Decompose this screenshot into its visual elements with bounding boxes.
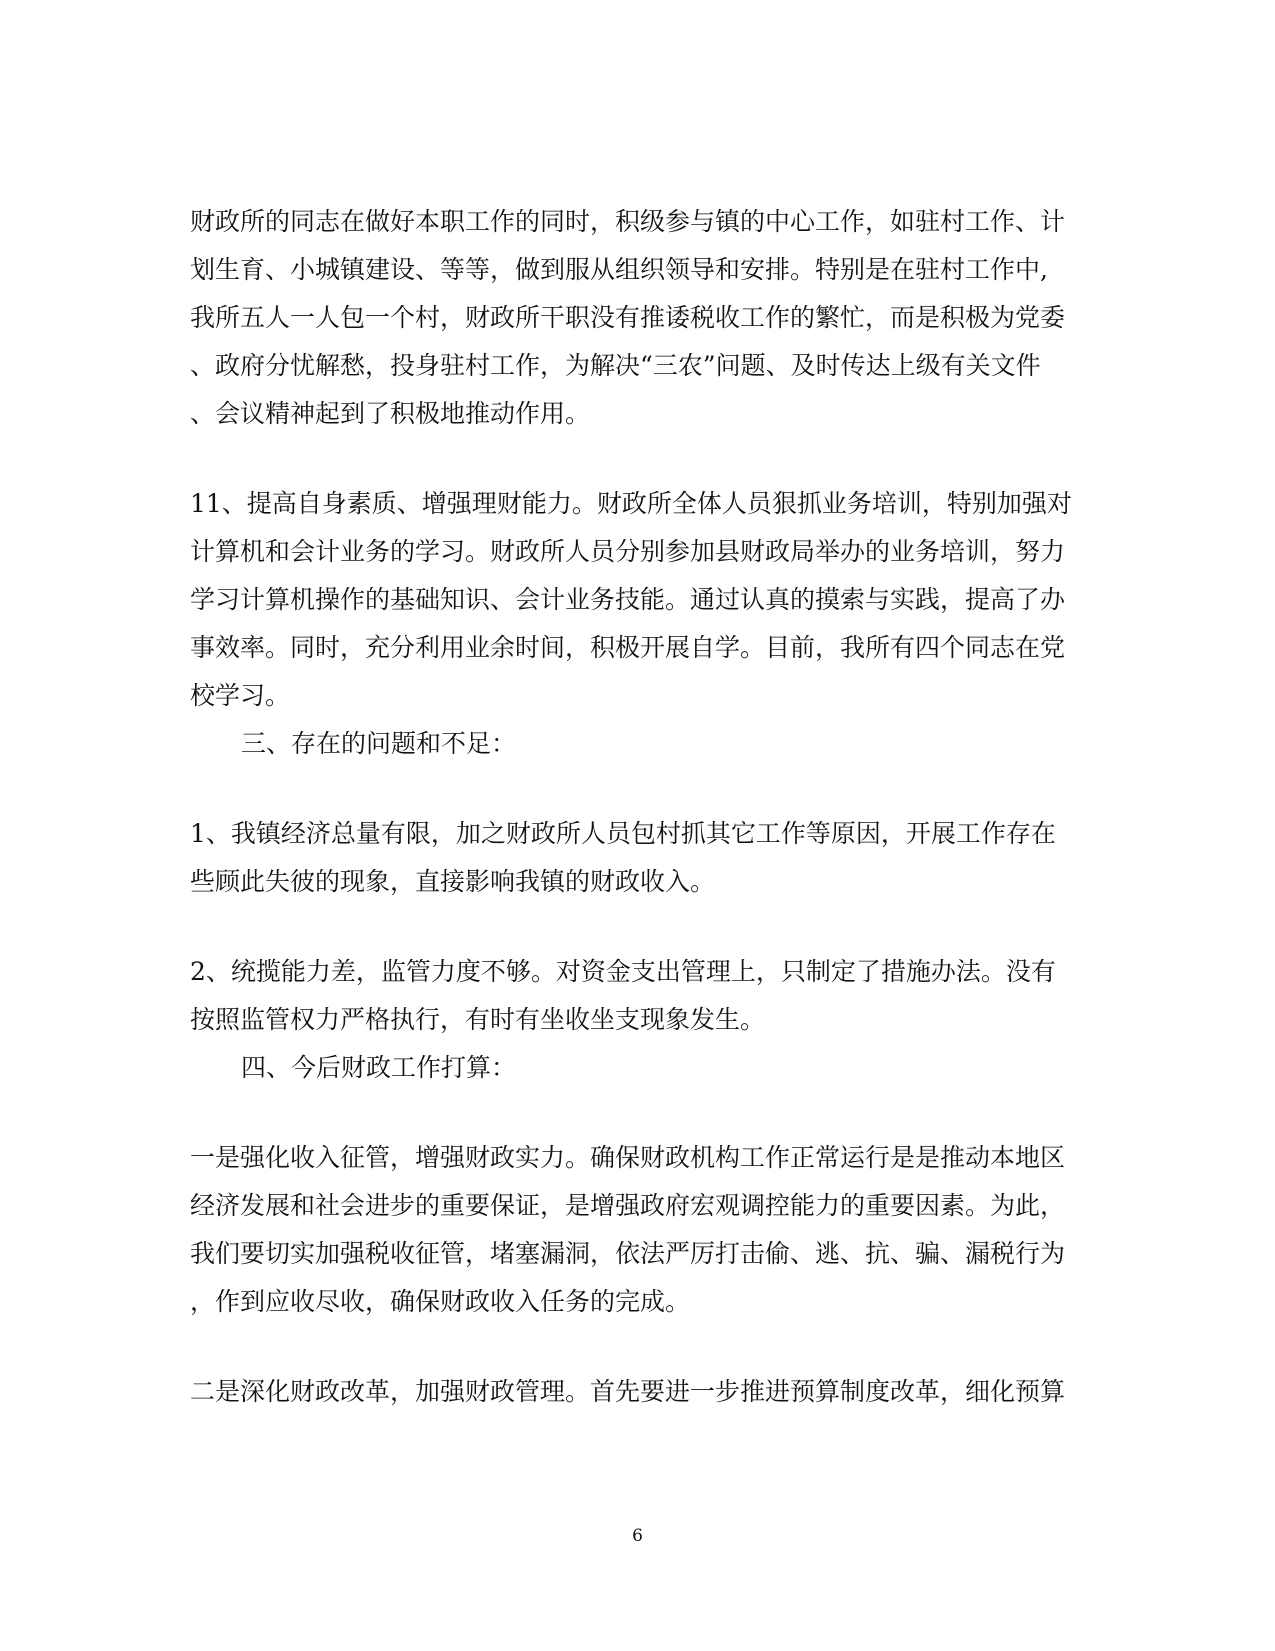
body-text-line: 些顾此失彼的现象，直接影响我镇的财政收入。 [190, 867, 716, 896]
body-text-line: 我所五人一人包一个村，财政所干职没有推诿税收工作的繁忙，而是积极为党委 [190, 303, 1066, 332]
body-text-line: 计算机和会计业务的学习。财政所人员分别参加县财政局举办的业务培训，努力 [190, 537, 1066, 566]
body-text-line: 一是强化收入征管，增强财政实力。确保财政机构工作正常运行是是推动本地区 [190, 1143, 1066, 1172]
body-text-line: 经济发展和社会进步的重要保证，是增强政府宏观调控能力的重要因素。为此， [190, 1191, 1066, 1220]
body-text-line: 2、统揽能力差，监管力度不够。对资金支出管理上，只制定了措施办法。没有 [190, 957, 1056, 986]
page-number: 6 [632, 1526, 643, 1546]
body-text-line: 二是深化财政改革，加强财政管理。首先要进一步推进预算制度改革，细化预算 [190, 1377, 1066, 1406]
body-text-line: 财政所的同志在做好本职工作的同时，积级参与镇的中心工作，如驻村工作、计 [190, 207, 1066, 236]
body-text-line: 学习计算机操作的基础知识、会计业务技能。通过认真的摸索与实践，提高了办 [190, 585, 1066, 614]
body-text-line: 1、我镇经济总量有限，加之财政所人员包村抓其它工作等原因，开展工作存在 [190, 819, 1056, 848]
body-text-line: 划生育、小城镇建设、等等，做到服从组织领导和安排。特别是在驻村工作中, [190, 255, 1048, 284]
body-text-line: ，作到应收尽收，确保财政收入任务的完成。 [190, 1287, 691, 1316]
body-text-line: 我们要切实加强税收征管，堵塞漏洞，依法严厉打击偷、逃、抗、骗、漏税行为 [190, 1239, 1066, 1268]
body-text-line: 按照监管权力严格执行，有时有坐收坐支现象发生。 [190, 1005, 766, 1034]
body-text-line: 事效率。同时，充分利用业余时间，积极开展自学。目前，我所有四个同志在党 [190, 633, 1066, 662]
body-text-line: 、会议精神起到了积极地推动作用。 [190, 399, 591, 428]
body-text-line: 、政府分忧解愁，投身驻村工作，为解决“三农”问题、及时传达上级有关文件 [190, 351, 1041, 380]
body-text-line: 11、提高自身素质、增强理财能力。财政所全体人员狠抓业务培训，特别加强对 [190, 489, 1072, 518]
section-heading: 三、存在的问题和不足： [241, 729, 517, 758]
section-heading: 四、今后财政工作打算： [241, 1053, 517, 1082]
body-text-line: 校学习。 [190, 681, 291, 710]
